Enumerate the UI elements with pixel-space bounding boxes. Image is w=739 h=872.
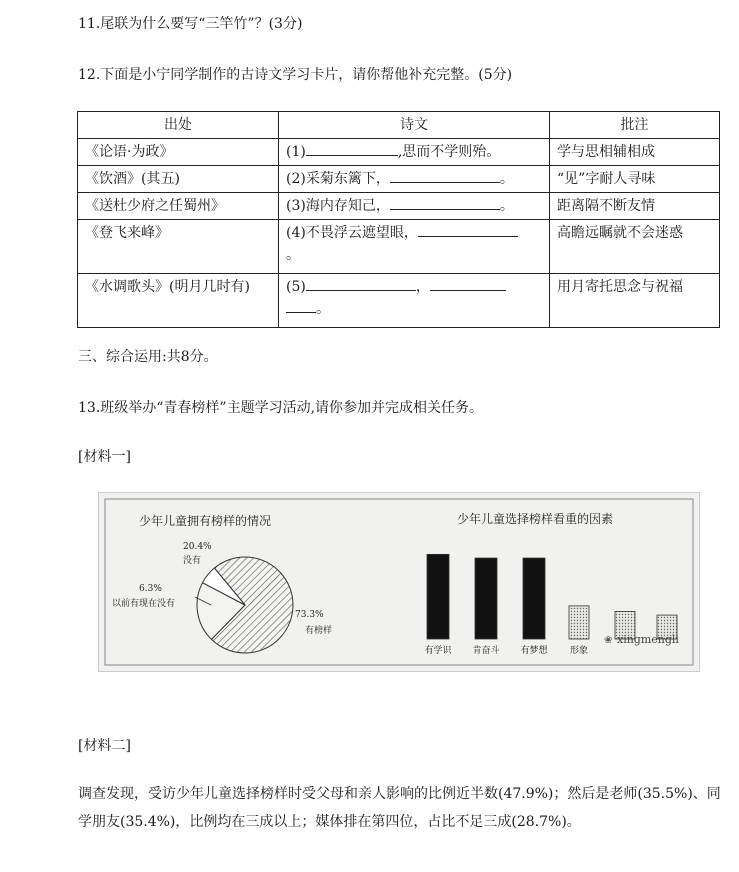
row-note: 距离隔不断友情	[550, 193, 720, 220]
bar-1	[427, 554, 449, 639]
watermark-glyph: ❀	[604, 635, 613, 646]
fill-blank[interactable]	[306, 141, 398, 156]
poetry-study-card-table	[77, 111, 720, 328]
survey-charts-figure	[98, 492, 700, 672]
fill-blank[interactable]	[390, 168, 500, 183]
fill-blank[interactable]	[430, 276, 506, 291]
row-source: 《送杜少府之任蜀州》	[78, 193, 279, 220]
row-verse: (4)不畏浮云遮望眼， 。	[279, 220, 550, 274]
bar-category-label: 形象	[569, 646, 589, 656]
header-verse: 诗文	[279, 112, 550, 139]
table-row	[78, 166, 720, 193]
row-note: 学与思相辅相成	[550, 139, 720, 166]
bar-3	[523, 558, 545, 639]
bar-2	[475, 558, 497, 639]
pie-value-label: 20.4%	[183, 542, 212, 552]
material-2-label: [材料二]	[78, 738, 131, 754]
material-2-paragraph: 调查发现，受访少年儿童选择榜样时受父母和亲人影响的比例近半数(47.9%)；然后是老师(35.5%)、同学朋友(35.4%)，比例均在三成以上；媒体排在第四位，占比不足三成(28.7%)。	[78, 786, 721, 830]
pie-value-label: 6.3%	[139, 584, 162, 594]
row-verse: (3)海内存知己， 。	[279, 193, 550, 220]
row-source: 《水调歌头》(明月几时有)	[78, 274, 279, 328]
header-source: 出处	[78, 112, 279, 139]
table-row	[78, 220, 720, 274]
section-3-heading: 三、综合运用:共8分。	[78, 349, 218, 365]
bar-title: 少年儿童选择榜样看重的因素	[457, 512, 614, 526]
pie-category-label: 以前有现在没有	[112, 599, 176, 609]
pie-category-label: 没有	[183, 556, 202, 566]
question-13: 13.班级举办“青春榜样”主题学习活动,请你参加并完成相关任务。	[78, 400, 484, 416]
row-note: 用月寄托思念与祝福	[550, 274, 720, 328]
row-verse: (5) ， 。	[279, 274, 550, 328]
table-row	[78, 193, 720, 220]
pie-title: 少年儿童拥有榜样的情况	[139, 514, 272, 528]
pie-value-label: 73.3%	[295, 610, 324, 620]
material-1-label: [材料一]	[78, 449, 131, 465]
question-11: 11.尾联为什么要写“三竿竹”？(3分)	[78, 16, 303, 32]
bar-category-label: 肯奋斗	[472, 646, 500, 656]
fill-blank[interactable]	[286, 298, 316, 313]
table-row	[78, 139, 720, 166]
header-note: 批注	[550, 112, 720, 139]
row-source: 《论语·为政》	[78, 139, 279, 166]
row-source: 《饮酒》(其五)	[78, 166, 279, 193]
row-note: “见”字耐人寻味	[550, 166, 720, 193]
bar-4	[569, 606, 589, 639]
fill-blank[interactable]	[418, 222, 518, 237]
question-12: 12.下面是小宁同学制作的古诗文学习卡片，请你帮他补充完整。(5分)	[78, 67, 513, 83]
fill-blank[interactable]	[306, 276, 416, 291]
row-note: 高瞻远瞩就不会迷惑	[550, 220, 720, 274]
row-verse: (2)采菊东篱下， 。	[279, 166, 550, 193]
charts-svg	[99, 493, 699, 671]
table-row	[78, 274, 720, 328]
bar-category-label: 有学识	[424, 646, 452, 656]
fill-blank[interactable]	[390, 195, 500, 210]
pie-category-label: 有榜样	[305, 626, 333, 636]
watermark-text: xingmengli	[617, 633, 679, 646]
row-verse: (1) ,思而不学则殆。	[279, 139, 550, 166]
row-source: 《登飞来峰》	[78, 220, 279, 274]
bar-category-label: 有梦想	[520, 646, 548, 656]
